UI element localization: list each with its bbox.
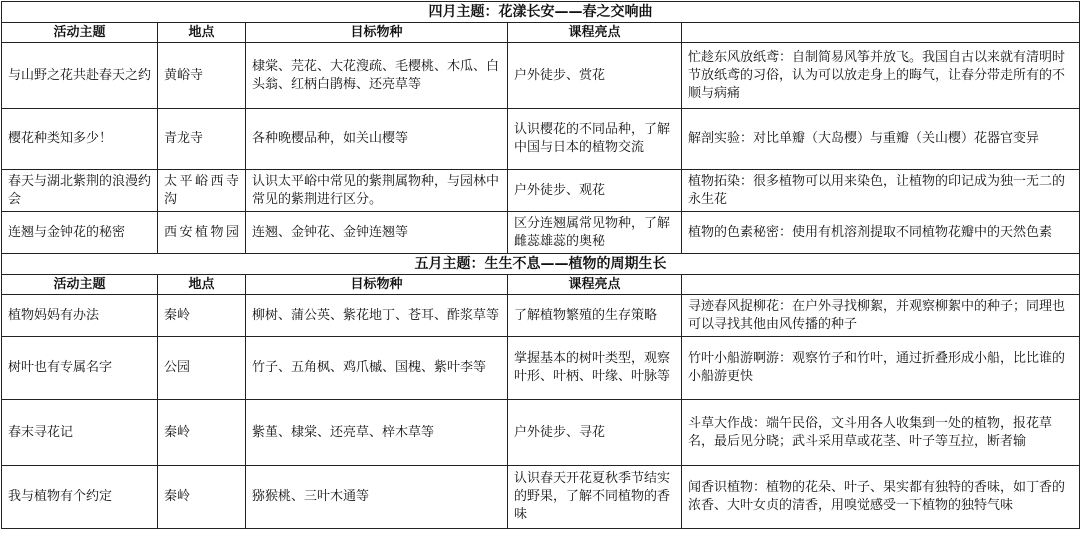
cell-detail: 斗草大作战：端午民俗，文斗用各人收集到一处的植物，报花草名，最后见分晓；武斗采用草或花茎、叶子等互拉，断者输 — [682, 400, 1080, 466]
cell-species: 连翘、金钟花、金钟连翘等 — [246, 212, 508, 254]
table-row — [2, 212, 1080, 254]
cell-theme: 我与植物有个约定 — [2, 466, 158, 529]
cell-detail: 寻迹春风捉柳花：在户外寻找柳絮，并观察柳絮中的种子；同理也可以寻找其他由风传播的种子 — [682, 295, 1080, 337]
header-theme: 活动主题 — [2, 275, 158, 295]
cell-highlight: 掌握基本的树叶类型，观察叶形、叶柄、叶缘、叶脉等 — [508, 337, 682, 400]
cell-location: 西安植物园 — [158, 212, 246, 254]
section-banner-april — [2, 2, 1080, 23]
cell-species: 各种晚樱品种，如关山樱等 — [246, 109, 508, 170]
section-title: 五月主题：生生不息——植物的周期生长 — [2, 254, 1080, 275]
header-row — [2, 23, 1080, 43]
cell-highlight: 认识春天开花夏秋季节结实的野果，了解不同植物的香味 — [508, 466, 682, 529]
cell-theme: 与山野之花共赴春天之约 — [2, 43, 158, 109]
cell-species: 认识太平峪中常见的紫荆属物种，与园林中常见的紫荆进行区分。 — [246, 170, 508, 212]
cell-theme: 春末寻花记 — [2, 400, 158, 466]
header-species: 目标物种 — [246, 23, 508, 43]
table-row — [2, 295, 1080, 337]
table-row — [2, 170, 1080, 212]
header-species: 目标物种 — [246, 275, 508, 295]
cell-theme: 春天与湖北紫荆的浪漫约会 — [2, 170, 158, 212]
header-highlight: 课程亮点 — [508, 275, 682, 295]
cell-highlight: 户外徒步、观花 — [508, 170, 682, 212]
cell-highlight: 区分连翘属常见物种，了解雌蕊雄蕊的奥秘 — [508, 212, 682, 254]
cell-location: 青龙寺 — [158, 109, 246, 170]
table-row — [2, 400, 1080, 466]
cell-location: 秦岭 — [158, 466, 246, 529]
table-row — [2, 43, 1080, 109]
section-banner-may — [2, 254, 1080, 275]
header-row — [2, 275, 1080, 295]
header-detail — [682, 275, 1080, 295]
cell-theme: 樱花种类知多少！ — [2, 109, 158, 170]
cell-theme: 植物妈妈有办法 — [2, 295, 158, 337]
cell-theme: 树叶也有专属名字 — [2, 337, 158, 400]
cell-species: 柳树、蒲公英、紫花地丁、苍耳、酢浆草等 — [246, 295, 508, 337]
cell-species: 猕猴桃、三叶木通等 — [246, 466, 508, 529]
cell-species: 竹子、五角枫、鸡爪槭、国槐、紫叶李等 — [246, 337, 508, 400]
table-row — [2, 109, 1080, 170]
header-location: 地点 — [158, 275, 246, 295]
header-location: 地点 — [158, 23, 246, 43]
cell-location: 秦岭 — [158, 295, 246, 337]
cell-species: 紫堇、棣棠、还亮草、梓木草等 — [246, 400, 508, 466]
cell-detail: 解剖实验：对比单瓣（大岛樱）与重瓣（关山樱）花器官变异 — [682, 109, 1080, 170]
cell-highlight: 了解植物繁殖的生存策略 — [508, 295, 682, 337]
cell-detail: 植物拓染：很多植物可以用来染色，让植物的印记成为独一无二的永生花 — [682, 170, 1080, 212]
header-theme: 活动主题 — [2, 23, 158, 43]
cell-highlight: 户外徒步、寻花 — [508, 400, 682, 466]
cell-detail: 植物的色素秘密：使用有机溶剂提取不同植物花瓣中的天然色素 — [682, 212, 1080, 254]
table-row — [2, 337, 1080, 400]
cell-location: 秦岭 — [158, 400, 246, 466]
table-row — [2, 466, 1080, 529]
cell-highlight: 认识樱花的不同品种，了解中国与日本的植物交流 — [508, 109, 682, 170]
cell-location: 公园 — [158, 337, 246, 400]
cell-location: 黄峪寺 — [158, 43, 246, 109]
activity-schedule-table — [1, 1, 1080, 529]
section-title: 四月主题：花漾长安——春之交响曲 — [2, 2, 1080, 23]
cell-detail: 闻香识植物：植物的花朵、叶子、果实都有独特的香味，如丁香的浓香、大叶女贞的清香，用嗅觉感受一下植物的独特气味 — [682, 466, 1080, 529]
cell-species: 棣棠、芫花、大花溲疏、毛樱桃、木瓜、白头翁、红柄白鹃梅、还亮草等 — [246, 43, 508, 109]
cell-detail: 忙趁东风放纸鸢：自制简易风筝并放飞。我国自古以来就有清明时节放纸鸢的习俗，认为可以放走身上的晦气，让春分带走所有的不顺与病痛 — [682, 43, 1080, 109]
header-highlight: 课程亮点 — [508, 23, 682, 43]
header-detail — [682, 23, 1080, 43]
cell-highlight: 户外徒步、赏花 — [508, 43, 682, 109]
cell-detail: 竹叶小船游啊游：观察竹子和竹叶，通过折叠形成小船，比比谁的小船游更快 — [682, 337, 1080, 400]
cell-location: 太平峪西寺沟 — [158, 170, 246, 212]
cell-theme: 连翘与金钟花的秘密 — [2, 212, 158, 254]
